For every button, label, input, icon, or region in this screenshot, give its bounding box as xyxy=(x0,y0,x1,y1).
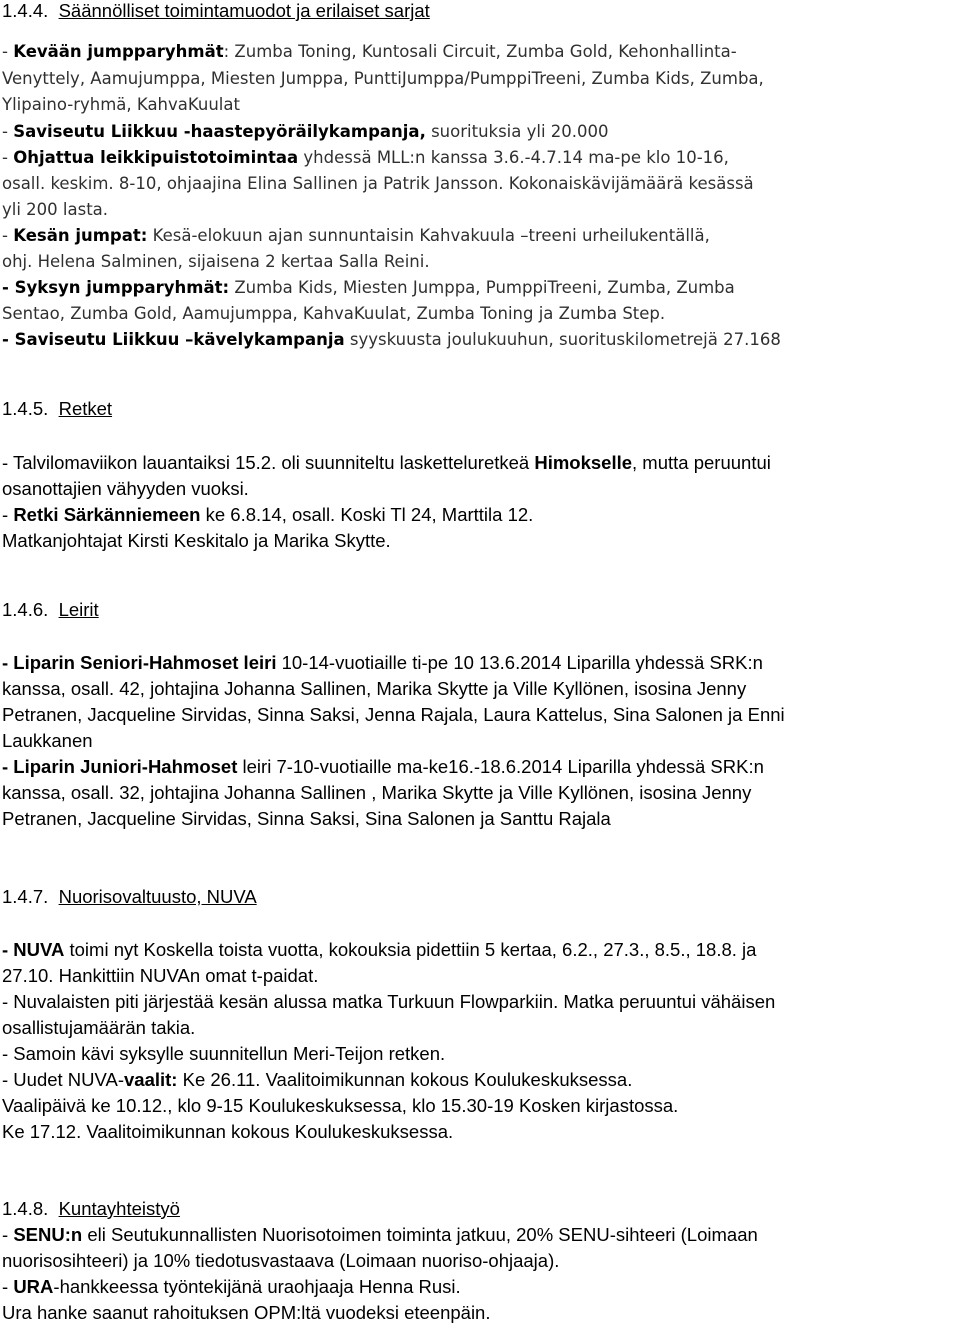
text-line: Laukkanen xyxy=(2,730,93,751)
section-number: 1.4.7. xyxy=(2,886,49,907)
text-line: - Retki Särkänniemeen ke 6.8.14, osall. Koski Tl 24, Marttila 12. xyxy=(2,504,534,525)
text-line: - URA-hankkeessa työntekijänä uraohjaaja Henna Rusi. xyxy=(2,1276,461,1297)
section-heading-1-4-8 xyxy=(2,1198,180,1220)
text-line: Petranen, Jacqueline Sirvidas, Sinna Saksi, Jenna Rajala, Laura Kattelus, Sina Salonen ja Enni xyxy=(2,704,785,725)
text-line: - Liparin Juniori-Hahmoset leiri 7-10-vuotiaille ma-ke16.-18.6.2014 Liparilla yhdessä SRK:n xyxy=(2,756,764,777)
text-line: Matkanjohtajat Kirsti Keskitalo ja Marika Skytte. xyxy=(2,530,391,551)
section-title: Retket xyxy=(58,398,113,419)
text-line: kanssa, osall. 32, johtajina Johanna Sallinen , Marika Skytte ja Ville Kyllönen, isosina Jenny xyxy=(2,782,752,803)
section-heading-1-4-4 xyxy=(2,0,430,22)
section-title: Kuntayhteistyö xyxy=(58,1198,180,1219)
text-line: ohj. Helena Salminen, sijaisena 2 kertaa Salla Reini. xyxy=(2,252,430,271)
text-line: yli 200 lasta. xyxy=(2,200,109,219)
text-line: - SENU:n eli Seutukunnallisten Nuorisotoimen toiminta jatkuu, 20% SENU-sihteeri (Loimaan xyxy=(2,1224,758,1245)
section-number: 1.4.4. xyxy=(2,0,49,21)
section-title: Nuorisovaltuusto, NUVA xyxy=(58,886,257,907)
text-line: nuorisosihteeri) ja 10% tiedotusvastaava (Loimaan nuoriso-ohjaaja). xyxy=(2,1250,560,1271)
text-line: osanottajien vähyyden vuoksi. xyxy=(2,478,249,499)
text-line: Venyttely, Aamujumppa, Miesten Jumppa, PunttiJumppa/PumppiTreeni, Zumba Kids, Zumba, xyxy=(2,69,764,88)
text-line: - Syksyn jumpparyhmät: Zumba Kids, Miesten Jumppa, PumppiTreeni, Zumba, Zumba xyxy=(2,278,735,297)
section-number: 1.4.5. xyxy=(2,398,49,419)
text-line: - Liparin Seniori-Hahmoset leiri 10-14-vuotiaille ti-pe 10 13.6.2014 Liparilla yhdessä SRK:n xyxy=(2,652,763,673)
text-line: Ura hanke saanut rahoituksen OPM:ltä vuodeksi eteenpäin. xyxy=(2,1302,491,1323)
section-heading-1-4-5 xyxy=(2,398,112,420)
text-line: Petranen, Jacqueline Sirvidas, Sinna Saksi, Sina Salonen ja Santtu Rajala xyxy=(2,808,611,829)
text-line: - Talvilomaviikon lauantaiksi 15.2. oli suunniteltu lasketteluretkeä Himokselle, mutta peruuntui xyxy=(2,452,771,473)
text-line: - NUVA toimi nyt Koskella toista vuotta, kokouksia pidettiin 5 kertaa, 6.2., 27.3., 8.5., 18.8. ja xyxy=(2,939,757,960)
text-line: 27.10. Hankittiin NUVAn omat t-paidat. xyxy=(2,965,319,986)
text-line: Vaalipäivä ke 10.12., klo 9-15 Koulukeskuksessa, klo 15.30-19 Kosken kirjastossa. xyxy=(2,1095,679,1116)
section-heading-1-4-6 xyxy=(2,599,99,621)
section-number: 1.4.6. xyxy=(2,599,49,620)
text-line: - Saviseutu Liikkuu –kävelykampanja syyskuusta joulukuuhun, suorituskilometrejä 27.168 xyxy=(2,330,781,349)
text-line: - Ohjattua leikkipuistotoimintaa yhdessä MLL:n kanssa 3.6.-4.7.14 ma-pe klo 10-16, xyxy=(2,148,729,167)
text-line: - Nuvalaisten piti järjestää kesän alussa matka Turkuun Flowparkiin. Matka peruuntui vähäisen xyxy=(2,991,776,1012)
section-title: Leirit xyxy=(58,599,99,620)
section-number: 1.4.8. xyxy=(2,1198,49,1219)
text-line: osallistujamäärän takia. xyxy=(2,1017,196,1038)
text-line: Ke 17.12. Vaalitoimikunnan kokous Koulukeskuksessa. xyxy=(2,1121,454,1142)
text-line: - Kevään jumpparyhmät: Zumba Toning, Kuntosali Circuit, Zumba Gold, Kehonhallinta- xyxy=(2,42,737,61)
text-line: - Kesän jumpat: Kesä-elokuun ajan sunnuntaisin Kahvakuula –treeni urheilukentällä, xyxy=(2,226,710,245)
section-title: Säännölliset toimintamuodot ja erilaiset sarjat xyxy=(58,0,430,21)
text-line: Sentao, Zumba Gold, Aamujumppa, KahvaKuulat, Zumba Toning ja Zumba Step. xyxy=(2,304,666,323)
text-line: - Uudet NUVA-vaalit: Ke 26.11. Vaalitoimikunnan kokous Koulukeskuksessa. xyxy=(2,1069,633,1090)
text-line: - Saviseutu Liikkuu -haastepyöräilykampanja, suorituksia yli 20.000 xyxy=(2,122,609,141)
text-line: kanssa, osall. 42, johtajina Johanna Sallinen, Marika Skytte ja Ville Kyllönen, isosina Jenny xyxy=(2,678,747,699)
text-line: - Samoin kävi syksylle suunnitellun Meri-Teijon retken. xyxy=(2,1043,446,1064)
text-line: osall. keskim. 8-10, ohjaajina Elina Sallinen ja Patrik Jansson. Kokonaiskävijämäärä kesässä xyxy=(2,174,754,193)
text-line: Ylipaino-ryhmä, KahvaKuulat xyxy=(2,95,240,114)
section-heading-1-4-7 xyxy=(2,886,257,908)
